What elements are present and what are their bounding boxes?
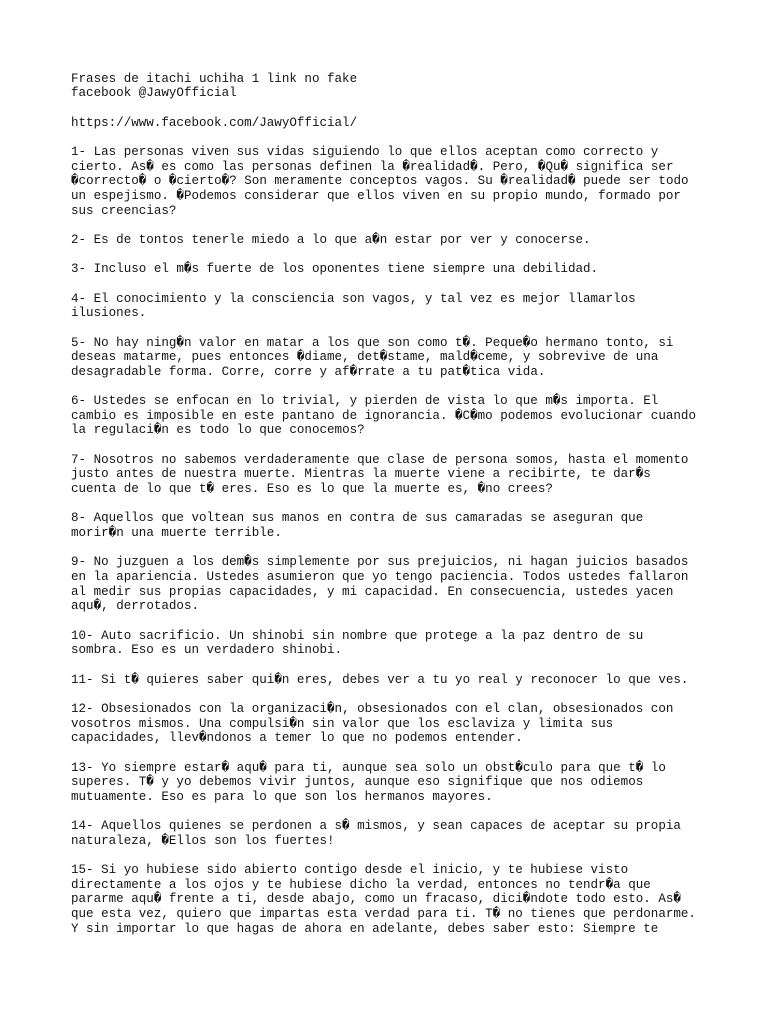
quote-line: ilusiones. — [71, 306, 147, 321]
quote-line: capacidades, llev�ndonos a temer lo que no podemos entender. — [71, 731, 523, 746]
quote-14 — [71, 819, 696, 848]
quote-line: justo antes de nuestra muerte. Mientras la muerte viene a recibirte, te dar�s — [71, 467, 651, 482]
quote-line: un espejismo. �Podemos considerar que ellos viven en su propio mundo, formado por — [71, 188, 681, 203]
quote-line: 5- No hay ning�n valor en matar a los que son como t�. Peque�o hermano tonto, si — [71, 335, 674, 350]
quote-line: 6- Ustedes se enfocan en lo trivial, y pierden de vista lo que m�s importa. El — [71, 394, 659, 409]
quote-line: 8- Aquellos que voltean sus manos en contra de sus camaradas se aseguran que — [71, 511, 644, 526]
quote-line: 9- No juzguen a los dem�s simplemente por sus prejuicios, ni hagan juicios basados — [71, 555, 689, 570]
quote-10 — [71, 629, 696, 658]
quote-13 — [71, 761, 696, 805]
quote-line: en la apariencia. Ustedes asumieron que yo tengo paciencia. Todos ustedes fallaron — [71, 570, 689, 584]
quote-line: 10- Auto sacrificio. Un shinobi sin nombre que protege a la paz dentro de su — [71, 628, 644, 643]
quote-line: vosotros mismos. Una compulsi�n sin valor que los esclaviza y limita sus — [71, 716, 614, 731]
quote-11 — [71, 673, 696, 688]
quote-line: 4- El conocimiento y la consciencia son vagos, y tal vez es mejor llamarlos — [71, 291, 636, 306]
quote-line: 7- Nosotros no sabemos verdaderamente que clase de persona somos, hasta el momento — [71, 452, 689, 467]
quote-line: �correcto� o �cierto�? Son meramente conceptos vagos. Su �realidad� puede ser todo — [71, 174, 689, 189]
quote-2 — [71, 233, 696, 248]
quote-8 — [71, 511, 696, 540]
quote-line: 15- Si yo hubiese sido abierto contigo desde el inicio, y te hubiese visto — [71, 863, 629, 878]
quote-line: pararme aqu� frente a ti, desde abajo, como un fracaso, dici�ndote todo esto. As� — [71, 892, 681, 907]
quote-line: 11- Si t� quieres saber qui�n eres, debes ver a tu yo real y reconocer lo que ves. — [71, 672, 689, 687]
quote-line: superes. T� y yo debemos vivir juntos, aunque eso signifique que nos odiemos — [71, 775, 644, 790]
quote-5 — [71, 336, 696, 380]
quote-7 — [71, 453, 696, 497]
quote-line: directamente a los ojos y te hubiese dicho la verdad, entonces no tendr�a que — [71, 877, 651, 892]
quote-line: aqu�, derrotados. — [71, 599, 200, 614]
quote-line: cierto. As� es como las personas definen la �realidad�. Pero, �Qu� significa ser — [71, 159, 674, 174]
quote-line: 2- Es de tontos tenerle miedo a lo que a�n estar por ver y conocerse. — [71, 232, 591, 247]
facebook-handle: facebook @JawyOfficial — [71, 86, 237, 101]
quote-line: al medir sus propias capacidades, y mi capacidad. En consecuencia, ustedes yacen — [71, 584, 674, 599]
quote-line: 14- Aquellos quienes se perdonen a s� mismos, y sean capaces de aceptar su propia — [71, 819, 681, 834]
quote-line: sombra. Eso es un verdadero shinobi. — [71, 643, 343, 658]
quote-line: 12- Obsesionados con la organizaci�n, obsesionados con el clan, obsesionados con — [71, 701, 674, 716]
quote-3 — [71, 262, 696, 277]
quote-line: desagradable forma. Corre, corre y af�rrate a tu pat�tica vida. — [71, 364, 546, 379]
facebook-url: https://www.facebook.com/JawyOfficial/ — [71, 115, 358, 130]
document-body — [71, 72, 696, 951]
quote-line: 1- Las personas viven sus vidas siguiendo lo que ellos aceptan como correcto y — [71, 144, 659, 159]
quote-line: la regulaci�n es todo lo que conocemos? — [71, 423, 365, 438]
quote-line: mutuamente. Eso es para lo que son los hermanos mayores. — [71, 789, 493, 804]
document-title: Frases de itachi uchiha 1 link no fake — [71, 71, 358, 86]
quote-line: 3- Incluso el m�s fuerte de los oponentes tiene siempre una debilidad. — [71, 262, 599, 277]
quote-line: cuenta de lo que t� eres. Eso es lo que la muerte es, �no crees? — [71, 482, 553, 497]
quote-line: naturaleza, �Ellos son los fuertes! — [71, 833, 335, 848]
quote-line: que esta vez, quiero que impartas esta verdad para ti. T� no tienes que perdonarme. — [71, 907, 696, 922]
quote-1 — [71, 145, 696, 218]
quote-4 — [71, 292, 696, 321]
quote-line: deseas matarme, pues entonces �diame, det�stame, mald�ceme, y sobrevive de una — [71, 350, 659, 365]
quote-12 — [71, 702, 696, 746]
quote-15 — [71, 863, 696, 936]
header-block — [71, 72, 696, 101]
quote-line: Y sin importar lo que hagas de ahora en adelante, debes saber esto: Siempre te — [71, 921, 659, 936]
quote-line: 13- Yo siempre estar� aqu� para ti, aunque sea solo un obst�culo para que t� lo — [71, 760, 666, 775]
quote-line: sus creencias? — [71, 203, 177, 218]
quote-line: morir�n una muerte terrible. — [71, 526, 282, 541]
quote-line: cambio es imposible en este pantano de ignorancia. �C�mo podemos evolucionar cuando — [71, 408, 696, 423]
quote-6 — [71, 394, 696, 438]
url-block — [71, 116, 696, 131]
quote-9 — [71, 555, 696, 614]
